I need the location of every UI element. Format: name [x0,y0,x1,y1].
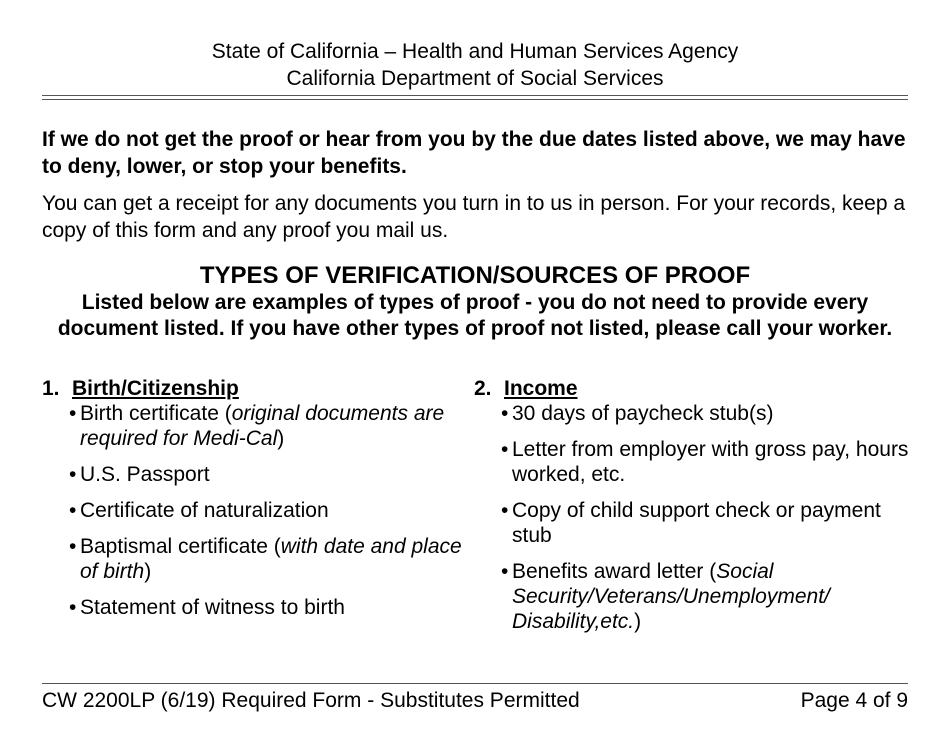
header-department: California Department of Social Services [286,67,664,90]
list-item: • Birth certificate (original documents are required for Medi-Cal) [69,402,445,450]
warning-paragraph: If we do not get the proof or hear from you by the due dates listed above, we may have to deny, lower, or stop your benefits. [42,128,906,178]
bullet-icon: • [69,499,77,522]
category-birth-citizenship [42,376,462,631]
list-item: • Benefits award letter (Social Security/Veterans/Unemployment/ Disability,etc.) [501,560,830,633]
bullet-icon: • [69,535,77,558]
header-agency: State of California – Health and Human Services Agency [211,40,739,63]
page-number: Page 4 of 9 [800,689,908,712]
bullet-icon: • [69,402,77,425]
page-header [0,38,950,92]
section-subtitle: Listed below are examples of types of proof - you do not need to provide every document listed. If you have other types of proof not listed, please call your worker. [57,291,893,340]
list-item: • Letter from employer with gross pay, hours worked, etc. [501,438,909,486]
bullet-icon: • [501,402,509,425]
list-item: • 30 days of paycheck stub(s) [501,402,774,425]
list-item: • Certificate of naturalization [69,499,329,522]
category-label: Birth/Citizenship [72,377,239,400]
list-item: • Copy of child support check or payment stub [501,499,881,547]
proof-list [474,401,924,634]
bullet-icon: • [69,596,77,619]
footer-divider [42,683,908,684]
form-id: CW 2200LP (6/19) Required Form - Substitutes Permitted [42,689,580,712]
category-income [474,376,924,645]
bullet-icon: • [501,499,509,522]
category-heading [474,376,924,401]
receipt-paragraph: You can get a receipt for any documents you turn in to us in person. For your records, keep a copy of this form and any proof you mail us. [42,192,906,242]
list-item: • Baptismal certificate (with date and place of birth) [69,535,462,583]
bullet-icon: • [501,438,509,461]
header-divider [42,95,908,100]
category-number: 2. [474,377,492,400]
list-item: • U.S. Passport [69,463,210,486]
bullet-icon: • [501,560,509,583]
category-label: Income [504,377,578,400]
proof-list [42,401,462,620]
category-number: 1. [42,377,60,400]
category-heading [42,376,462,401]
bullet-icon: • [69,463,77,486]
list-item: • Statement of witness to birth [69,596,345,619]
section-title: TYPES OF VERIFICATION/SOURCES OF PROOF [199,262,751,289]
